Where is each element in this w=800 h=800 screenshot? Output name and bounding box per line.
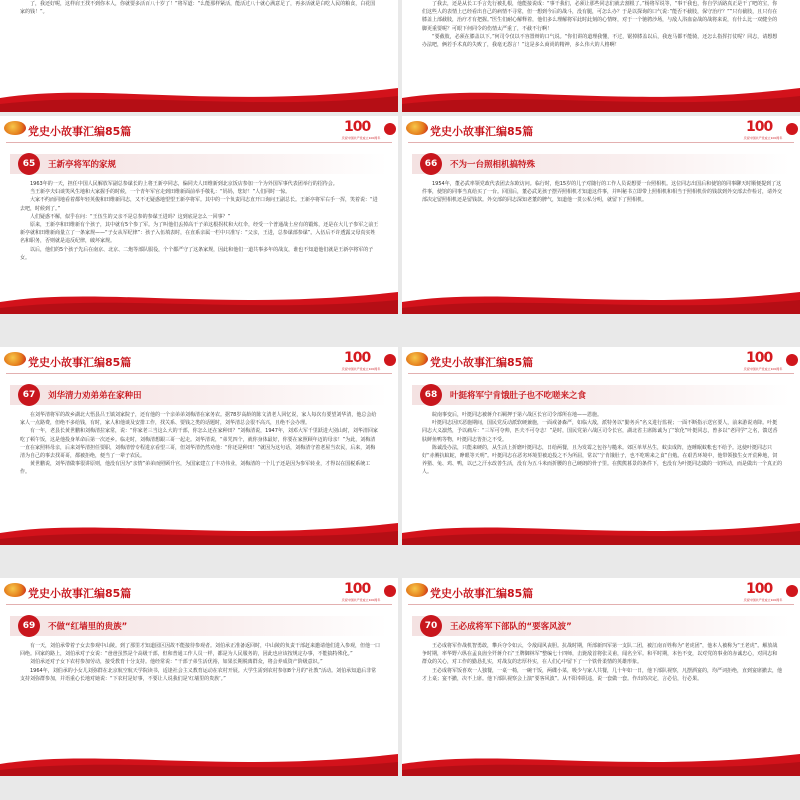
paragraph: 以后，他们的5个孩子先后在南京、北京、二炮等部队服役，个个都严守了这条家规，因此和他们一道共事多年的战友，谁也不知道他们就是王新亭将军的子女。 [20,246,374,261]
slide-body [422,0,782,49]
header-title: 党史小故事汇编85篇 [28,125,132,138]
centenary-logo: 100 庆祝中国共产党成立100周年 [338,119,384,141]
divider [6,142,392,143]
swirl-icon [4,352,26,366]
slide-header [402,116,800,142]
divider [408,604,794,605]
story-number-badge: 67 [18,384,40,406]
story-title: 王必成将军下部队的“要客风波” [450,622,572,632]
story-number-badge: 68 [420,384,442,406]
party-emblem-icon [384,354,396,366]
red-ribbon-wave [402,513,800,545]
slide-body [20,0,380,16]
paragraph: 了我去，还是从长工手言先行被扎根，他能接说成：“事干我们，必须让那些同志们就去割根了。”杨将军说等，“事干我也，你自学活路真正是干了吧的宝，你们这些人的表情上已经看出自己的病情不寻常，但一想到今后的战斗，没有腿，可怎么办？于是以探询的口气说：”能否不截肢，保守治疗？””只有截肢，且只有在膝盖上部截肢，治疗才有把握。”医生们耐心解释着，他们多么理解将军此时此刻的心情呀，对于一个驰骋沙场，与敌人浴血奋战的战将来说，有什么比一双健全的脚更重要呢？可眼下何同令的伤情太严重了，不截不行啊！ [422,1,778,32]
paragraph: 有一年，老县长黄世鹏和刘梅清拉家常，说：“你家老三当这么大的干部，你怎么还在家种田？”刘梅清说，1947年，刘邓大军千里跃进大别山时，刘华清回家吃了顿午饭，这是他投身革命后第一次还乡。临走时，刘梅清想跟三哥一起走。刘华清说，“弟咒四个，就你身体最好，你要在家照顾年迈的母亲！”为此，刘梅清一直在家照料母亲，后来刘华清担任要职，刘梅清曾专程进京看望三哥，但刘华清仍然劝他：“你还是种田！”就因为这句话，刘梅清守着老屋当农民，后来，刘梅清为自己的事去找哥哥，都被拒绝，便当了一辈子农民。 [20,428,378,460]
centenary-logo: 100 庆祝中国共产党成立100周年 [338,350,384,372]
slide-69 [0,578,398,776]
party-emblem-icon [786,123,798,135]
red-ribbon-wave [402,744,800,776]
slide-66 [402,116,800,314]
slide-top-left [0,0,398,112]
header-title: 党史小故事汇编85篇 [28,356,132,369]
party-emblem-icon [384,123,396,135]
paragraph: 人们疑惑不解，似乎在问：“王伍生的父亲不是总参的参谋王进吗？这到底是怎么一回事？” [30,213,231,220]
swirl-icon [4,121,26,135]
party-emblem-icon [384,585,396,597]
slide-body [422,642,782,683]
story-number-badge: 66 [420,153,442,175]
story-title: 叶挺将军宁肯饿肚子也不吃嗟来之食 [450,391,587,401]
story-title: 刘华清力劝弟弟在家种田 [48,391,142,401]
red-ribbon-wave [0,744,398,776]
paragraph: 王必成将军作战机智勇敢，攀兵夺令如云，令敌闻风丧胆。抗战时期，所部新四军第一支队二团，被江南百姓称为“老虎团”，他本人被称为“王老虎”。解放战争时期，率华野六纵在孟良崮全歼蒋介石“王牌御林军”整编七十四师，击毙敌首将张灵甫，闻名全军。和平时期，本色不变，以对党的事业的赤诚忠心，对同志和群众的关心，对工作的勤恳扎实，对战友的忠厚朴实，在人们心中留下了一个铁骨柔情的英雄形象。 [422,643,778,666]
story-banner [10,153,388,175]
slide-body [20,411,380,477]
swirl-icon [406,121,428,135]
slide-body [422,180,782,205]
paragraph: 在刘华清将军的故乡湖北大悟县吕王镇刘家院子，还有他的一个亲弟弟刘梅清在家务农。据78岁高龄的陈文清老人回忆说，家人每次有要望刘华清，他总会给家人一点路费，但绝不多给钱，有时，家人和他谈及安排工作，找关系、要钱之类的话题时，刘华清总会很不高兴，且绝不会办理。 [20,412,377,427]
slide-header [0,578,398,604]
slide-70 [402,578,800,776]
slide-body [422,411,782,477]
red-ribbon-wave [0,282,398,314]
slide-body [20,180,380,262]
story-number-badge: 65 [18,153,40,175]
divider [408,142,794,143]
paragraph: 大家不约而同地看着都年轻英俊和田维新同志，又不无疑惑地望望王新亭将军。其中的一个负责同志直开口询问王副总长。王新亭将军右手一挥，笑着说：“进去吧，时候到了。” [20,197,378,212]
slide-header [402,578,800,604]
party-emblem-icon [786,585,798,597]
story-banner [10,615,388,637]
paragraph: 了，我还好呢，这样肩王找不到你本人，你就要多活百八十岁了！”将军道：“么能那样紧活，能活过八十就心满意足了，再多活就是白吃人民的粮食，白花国家的钱！”。 [20,1,376,16]
divider [6,604,392,605]
paragraph: “要截肢，必须在膝盖以下。”何司令仅以不容置辩的口气说。“你们讲的道理我懂，不过，锯掉膝盖以后，我连马都不能骑，还怎么指挥打仗呢？同志，请想想办法吧，俩若手术真的失败了，我毫无怨言！”这是多么商尚的精神，多么伟大的人格啊！ [422,33,778,49]
header-title: 党史小故事汇编85篇 [430,356,534,369]
centenary-logo: 100 庆祝中国共产党成立100周年 [740,119,786,141]
paragraph: 刘伯承还对子女下农村参加劳动，接受教育十分支持。他经常说：“干部子弟生活优裕，如果长期脱离群众，将会养成资产阶级意识。” [30,659,323,666]
story-banner [412,615,790,637]
red-ribbon-wave [402,282,800,314]
story-title: 王新亭将军的家规 [48,160,117,170]
slide-65 [0,116,398,314]
paragraph: 陈诚没办法，只能来硬的，从生活上折磨叶挺同志，日给两餐，且为发霉之包谷与糙米。郊区单草丛生，蚊虫成阵，连睡眠蚊帐也不给予。这使叶挺同志只好“赤膊抗蚊蛇，睁眼等天明”。叶挺同志在恶劣环境里被迫投之不为所屈，常以“宁肯饿肚子，也不吃嗟来之食”自勉。在艰苦环境中，他带领独生女开荒种地，饲养猪、兔、鸡、鸭，以已之汗水改善生活，没有为五斗米而折腰的自己硬朗的骨子里。在熊熊暮景的条件下，也没有为叶挺同志做的一切所动，而是做出一个真正的人。 [422,444,783,476]
paragraph: 有一天，刘伯承带着子女去参观中山陵。到了那里才知道园区因故不能接待参观者。刘伯承正准备返回时，中山陵的负责干部赶来邀请他们进入参观，但他一口回绝。回家的路上，刘伯承对子女说：“爸爸虽然是个高级干部，但和普通工作人员一样，都是为人民服务的，因此也应该按规定办事，不能搞特殊化。” [20,643,381,658]
slide-body [20,642,380,683]
paragraph: 叶挺同志因厌恶施期间，国民党反动派软硬兼施，一面戒备森严，如临大敌，派特务以“勤务兵”名义进行监视；一面不断指示送官要人，前来游说劝降。叶挺同志大义凛然，予以痛斥：“三军可夺帅，匹夫不可夺志！”是时，国民党第六战区司令长官，湖北省主席陈诚为了“软化”叶挺同志，曾多以“老同学”之名，馈送香肤鲜鱼鸭等物，叶挺同志皆拒之不受。 [422,420,778,443]
slide-67 [0,347,398,545]
party-emblem-icon [786,354,798,366]
header-title: 党史小故事汇编85篇 [430,125,534,138]
slide-header [0,116,398,142]
story-title: 不做“红墙里的贵族” [48,622,128,632]
header-title: 党史小故事汇编85篇 [28,587,132,600]
paragraph: 王必成将军饭喜欢一人独餐，一桌一椅，一碗干饭，两碟小菜，吸少与家人共餐，几十年如一日，他下部队视察，凡摆酒宴的，均严词拒绝，直到宴席撤去，他才上桌；宴不撤，决不上席。他下部队视察会上演“要客风波”。从不阳奉阴违，说一套做一套。作出的决定，言必信，行必果。 [422,667,783,682]
paragraph: 当王新亭夫妇谈笑风生地和大家握手的时候，一个青年军官走到田维新面前举手敬礼：“妈妈，您好！”人们同时一惊。 [30,189,291,196]
paragraph: 原来，王新亭和田维新有个孩子，其中就有5个参了军。为了叫他们丢掉高干子弟这根拐杖和大红伞，经受一个普通战士应有的锻炼，还是在大儿子参军之前王新亭就和田维新商量立了一条家规——“子女从军纪律”：孩子入伍填表时，在直系亲属一栏中只准写：“父亲，王进，总参谋部参谋”。入伍后不许透露父母真实姓名和职务，否则就是违反纪律，破坏家规。 [20,222,379,245]
story-banner [10,384,388,406]
red-ribbon-wave [0,513,398,545]
header-title: 党史小故事汇编85篇 [430,587,534,600]
slide-68 [402,347,800,545]
story-banner [412,153,790,175]
story-banner [412,384,790,406]
story-title: 不为一台照相机搞特殊 [450,160,536,170]
swirl-icon [406,583,428,597]
divider [408,373,794,374]
paragraph: 1954年，董必武率领党政代表团去东欧访问。临行时，他15岁的儿子对随行的工作人员说想要一台照相机。这位同志出国后和使馆的同事聊天时顺便提到了这件事，使馆的同事当真给买了一台。回国后，董必武见孩子摆弄照相机才知道这件事，并叫秘书立即带上照相机和相当于照相机价的钱款到外交部去作检讨，请外交部决定留照相机还是留钱款。外交部的同志深知老董的脾气，知道他一贯公私分明，就留下了照相机。 [422,181,783,204]
swirl-icon [4,583,26,597]
centenary-logo: 100 庆祝中国共产党成立100周年 [740,581,786,603]
story-number-badge: 69 [18,615,40,637]
slide-header [0,347,398,373]
divider [6,373,392,374]
story-number-badge: 70 [420,615,442,637]
paragraph: 1963年的一天，担任中国人民解放军副总参谋长的上将王新亭同志，偏同夫人田维新到北京饭店参加一个为外国军事代表团举行的招待会。 [30,181,338,187]
paragraph: 黄世鹏说，刘华清做事很讲原则，他没有因为“亲情”弟弟而照顾升官，为国家建立了丰功伟业，刘梅清的一个儿子还是因为参军转业，才得以在国税系统工作。 [20,461,371,476]
slide-header [402,347,800,373]
red-ribbon-wave [0,80,398,112]
centenary-logo: 100 庆祝中国共产党成立100周年 [740,350,786,372]
red-ribbon-wave [402,80,800,112]
paragraph: 1964年，刘伯承的小女儿刘弥群在北京航空航天学院读书，适逢社会主义教育运动在农村开展。大学生需到农村参加8个月的“社教”活动。刘伯承知道后非常支持刘弥群参加，并语重心长地对她说：“下农村是好事，不要让人说我们是‘红墙里的贵族’。” [20,667,377,682]
paragraph: 皖南事变后，叶挺同志被蒋介石羁押于第六战区长官司令部所在地——恩施。 [432,412,603,418]
swirl-icon [406,352,428,366]
centenary-logo: 100 庆祝中国共产党成立100周年 [338,581,384,603]
slide-top-right [402,0,800,112]
